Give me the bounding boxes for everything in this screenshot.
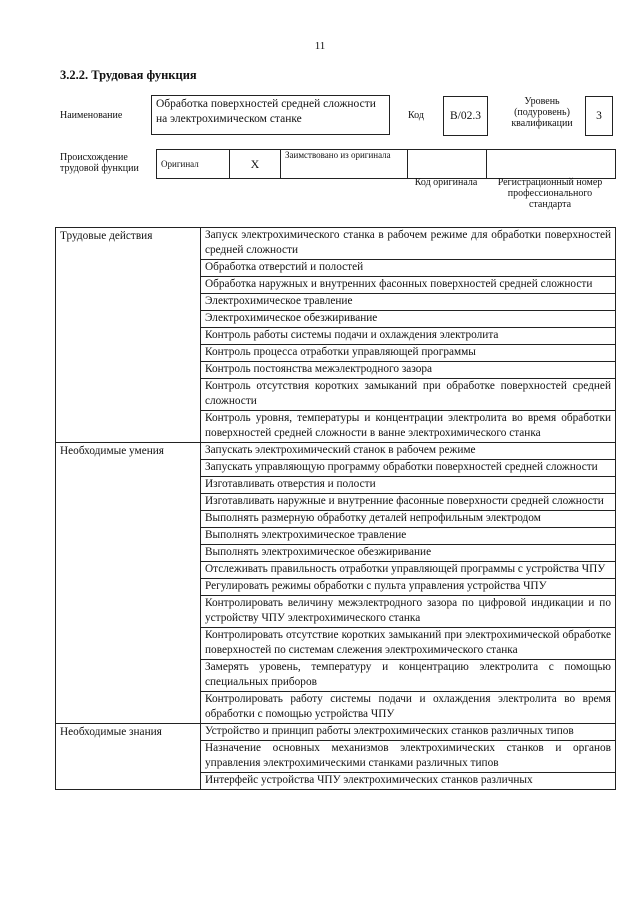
name-label: Наименование	[60, 110, 123, 121]
list-item: Контроль уровня, температуры и концентрации электролита во время обработки поверхностей средней сложности в ванне электрохимического станка	[201, 411, 616, 443]
list-item: Контролировать отсутствие коротких замыканий при электрохимической обработке поверхностей по системам слежения электрохимического станка	[201, 628, 616, 660]
list-item: Контроль процесса отработки управляющей программы	[201, 345, 616, 362]
list-item: Контроль работы системы подачи и охлаждения электролита	[201, 328, 616, 345]
list-item: Выполнять электрохимическое травление	[201, 528, 616, 545]
list-item: Интерфейс устройства ЧПУ электрохимических станков различных	[201, 773, 616, 790]
table-row	[56, 443, 616, 460]
list-item: Контроль отсутствия коротких замыканий при обработке поверхностей средней сложности	[201, 379, 616, 411]
code-label: Код	[408, 110, 424, 121]
list-item: Изготавливать наружные и внутренние фасонные поверхности средней сложности	[201, 494, 616, 511]
list-item: Контроль постоянства межэлектродного зазора	[201, 362, 616, 379]
section-category: Необходимые умения	[56, 443, 201, 724]
list-item: Электрохимическое травление	[201, 294, 616, 311]
list-item: Запуск электрохимического станка в рабочем режиме для обработки поверхностей средней сложности	[201, 228, 616, 260]
registration-number-caption: Регистрационный номер профессионального стандарта	[497, 177, 603, 210]
list-item: Изготавливать отверстия и полости	[201, 477, 616, 494]
list-item: Назначение основных механизмов электрохимических станков и органов управления электрохимическими станками различных типов	[201, 741, 616, 773]
function-code-box: B/02.3	[443, 96, 488, 136]
original-code-cell	[408, 150, 487, 179]
origin-label: Происхождение трудовой функции	[60, 152, 139, 174]
list-item: Контролировать работу системы подачи и охлаждения электролита во время обработки с помощью устройства ЧПУ	[201, 692, 616, 724]
list-item: Выполнять размерную обработку деталей непрофильным электродом	[201, 511, 616, 528]
requirements-table	[55, 227, 616, 790]
qualification-level-box: 3	[585, 96, 613, 136]
table-row	[56, 724, 616, 741]
table-row	[56, 228, 616, 260]
registration-number-cell	[487, 150, 616, 179]
list-item: Запускать электрохимический станок в рабочем режиме	[201, 443, 616, 460]
list-item: Регулировать режимы обработки с пульта управления устройства ЧПУ	[201, 579, 616, 596]
list-item: Контролировать величину межэлектродного зазора по цифровой индикации и по устройству ЧПУ электрохимического станка	[201, 596, 616, 628]
original-mark: X	[230, 150, 281, 179]
list-item: Электрохимическое обезжиривание	[201, 311, 616, 328]
list-item: Отслеживать правильность отработки управляющей программы с устройства ЧПУ	[201, 562, 616, 579]
list-item: Обработка наружных и внутренних фасонных поверхностей средней сложности	[201, 277, 616, 294]
list-item: Обработка отверстий и полостей	[201, 260, 616, 277]
section-category: Необходимые знания	[56, 724, 201, 790]
section-category: Трудовые действия	[56, 228, 201, 443]
borrowed-label: Заимствовано из оригинала	[281, 150, 408, 179]
section-title: 3.2.2. Трудовая функция	[60, 68, 197, 82]
origin-table	[156, 149, 616, 179]
list-item: Выполнять электрохимическое обезжиривание	[201, 545, 616, 562]
original-label: Оригинал	[157, 150, 230, 179]
code-original-caption: Код оригинала	[414, 177, 478, 188]
function-name-box: Обработка поверхностей средней сложности на электрохимическом станке	[151, 95, 390, 135]
qualification-level-label: Уровень (подуровень) квалификации	[511, 96, 573, 129]
page-number: 11	[314, 40, 326, 52]
list-item: Замерять уровень, температуру и концентрацию электролита с помощью специальных приборов	[201, 660, 616, 692]
list-item: Устройство и принцип работы электрохимических станков различных типов	[201, 724, 616, 741]
list-item: Запускать управляющую программу обработки поверхностей средней сложности	[201, 460, 616, 477]
